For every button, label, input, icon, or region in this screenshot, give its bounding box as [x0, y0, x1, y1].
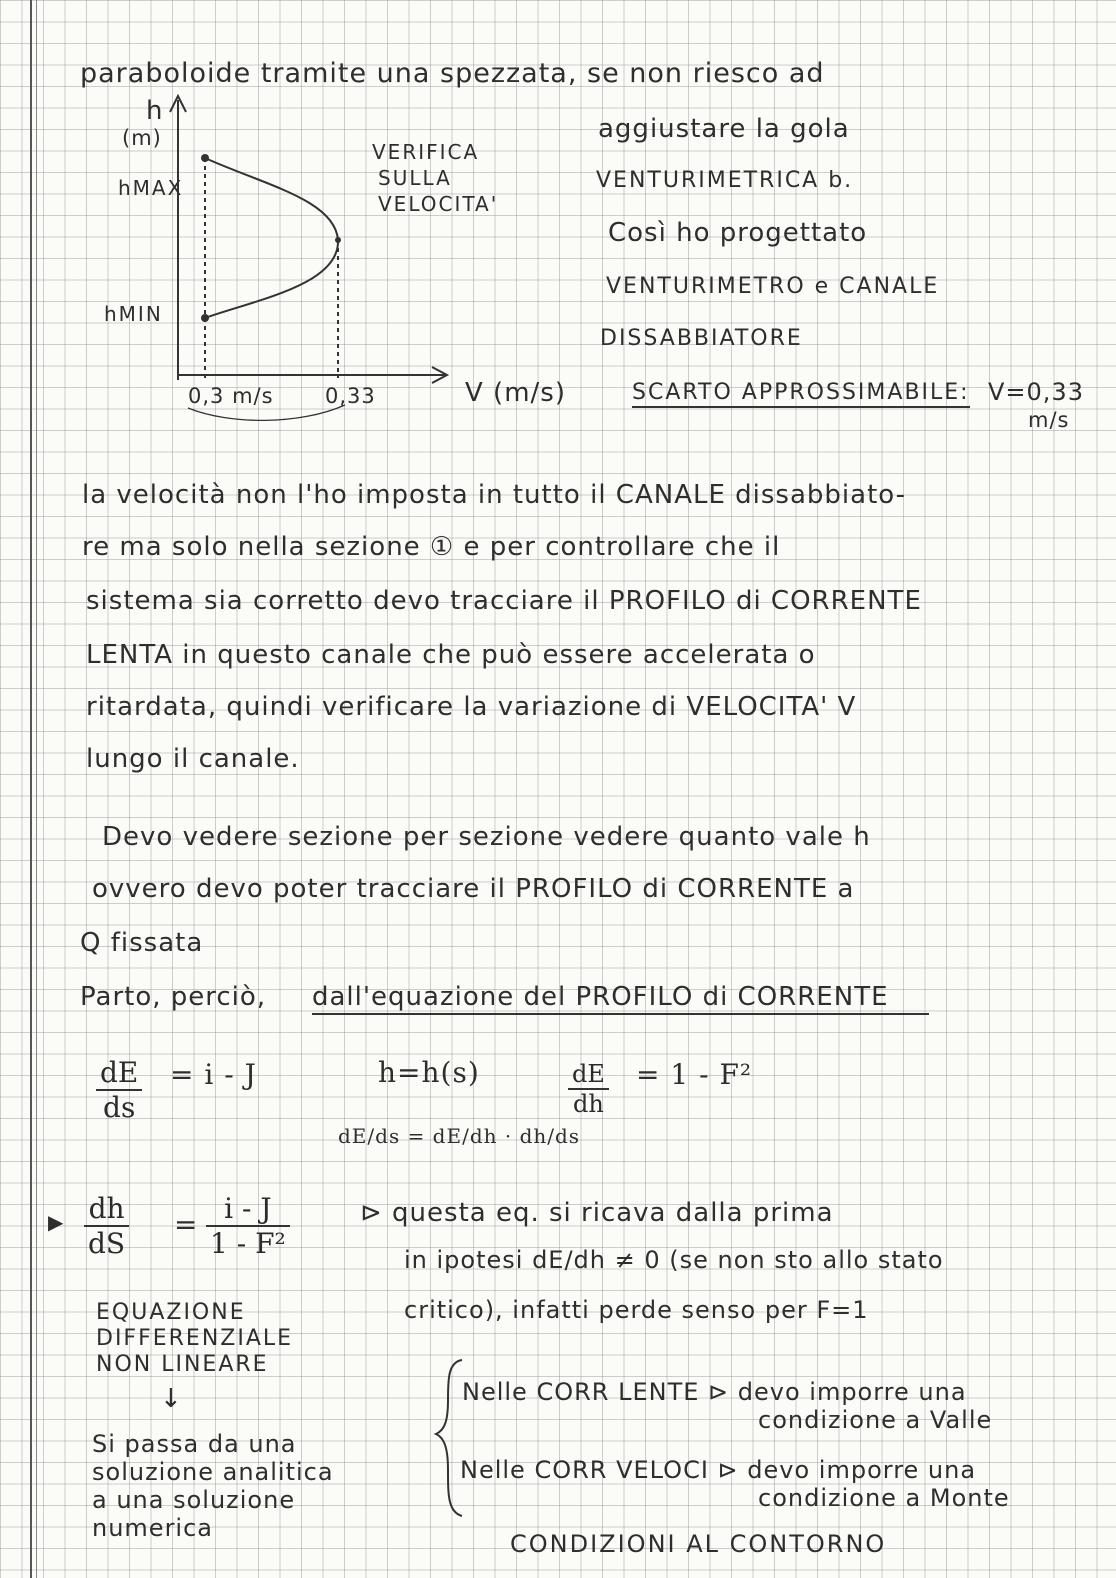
frac-den-1F2: 1 - F² — [210, 1227, 286, 1260]
eq-chain-rule: dE/ds = dE/dh · dh/ds — [338, 1124, 581, 1148]
note-passa-4: numerica — [92, 1514, 214, 1542]
para1-line3: sistema sia corretto devo tracciare il PROFILO di CORRENTE — [86, 586, 922, 616]
scarto-value: V=0,33 — [988, 378, 1084, 406]
text-right-3: Così ho progettato — [608, 218, 868, 248]
eq-comment-2: in ipotesi dE/dh ≠ 0 (se non sto allo stato — [404, 1246, 944, 1274]
brace-line-3: Nelle CORR VELOCI ⊳ devo imporre una — [460, 1456, 977, 1484]
text-right-5: DISSABBIATORE — [600, 326, 803, 351]
para1-line2: re ma solo nella sezione ① e per controllare che il — [82, 532, 781, 562]
parto-underlined: dall'equazione del PROFILO di CORRENTE — [312, 982, 929, 1015]
para2-line3: Q fissata — [80, 928, 204, 958]
graph-hmin: hMIN — [104, 302, 163, 326]
scarto-unit: m/s — [1028, 408, 1070, 432]
text-line-top: paraboloide tramite una spezzata, se non riesco ad — [80, 58, 825, 89]
frac-num-iJ: i - J — [206, 1192, 290, 1227]
note-passa-1: Si passa da una — [92, 1430, 297, 1458]
brace-line-4: condizione a Monte — [758, 1484, 1010, 1512]
para2-line1: Devo vedere sezione per sezione vedere quanto vale h — [102, 822, 871, 852]
text-right-4: VENTURIMETRO e CANALE — [606, 274, 940, 299]
frac-den-ds: ds — [103, 1091, 136, 1124]
para1-line1: la velocità non l'ho imposta in tutto il CANALE dissabbiato- — [82, 480, 907, 510]
frac-den-dS: dS — [88, 1227, 126, 1260]
triangle-marker: ▶ — [48, 1210, 65, 1234]
eq-comment-3: critico), infatti perde senso per F=1 — [404, 1296, 869, 1324]
note-non-lineare: NON LINEARE — [96, 1352, 269, 1377]
boundary-conditions-title: CONDIZIONI AL CONTORNO — [510, 1530, 887, 1558]
note-passa-2: soluzione analitica — [92, 1458, 334, 1486]
frac-num-dh: dh — [84, 1192, 129, 1227]
note-equazione: EQUAZIONE — [96, 1300, 246, 1325]
graph-h-label: h — [146, 96, 164, 126]
eq-h-of-s: h=h(s) — [378, 1056, 480, 1089]
eq1-rhs: = i - J — [170, 1058, 257, 1091]
down-arrow-icon: ↓ — [160, 1384, 183, 1414]
graph-note-2: SULLA — [378, 166, 452, 190]
para1-line4: LENTA in questo canale che può essere accelerata o — [86, 640, 816, 670]
text-right-2: VENTURIMETRICA b. — [596, 168, 854, 193]
graph-x-label: V (m/s) — [465, 378, 566, 408]
eq-comment-1: ⊳ questa eq. si ricava dalla prima — [360, 1198, 834, 1228]
text-right-1: aggiustare la gola — [598, 114, 850, 144]
note-passa-3: a una soluzione — [92, 1486, 296, 1514]
eq-equals: = — [174, 1208, 199, 1241]
eq3-rhs: = 1 - F² — [636, 1058, 753, 1091]
graph-x-tick1: 0,3 m/s — [188, 384, 274, 408]
graph-h-unit: (m) — [122, 126, 162, 150]
graph-x-tick2: 0,33 — [325, 384, 376, 408]
parto-text: Parto, perciò, — [80, 982, 267, 1012]
frac-num-dE2: dE — [568, 1060, 609, 1090]
scarto-label: SCARTO APPROSSIMABILE: — [632, 380, 970, 408]
graph-hmax: hMAX — [118, 176, 184, 200]
brace-line-1: Nelle CORR LENTE ⊳ devo imporre una — [462, 1378, 967, 1406]
curly-brace — [436, 1360, 462, 1516]
brace-line-2: condizione a Valle — [758, 1406, 993, 1434]
para2-line2: ovvero devo poter tracciare il PROFILO di CORRENTE a — [92, 874, 855, 904]
note-differenziale: DIFFERENZIALE — [96, 1326, 294, 1351]
frac-num-dE: dE — [96, 1056, 142, 1091]
graph-note-3: VELOCITA' — [378, 192, 499, 216]
frac-den-dh: dh — [573, 1090, 604, 1118]
para1-line5: ritardata, quindi verificare la variazione di VELOCITA' V — [86, 692, 857, 722]
graph-note-1: VERIFICA — [372, 140, 480, 164]
para1-line6: lungo il canale. — [86, 744, 300, 774]
